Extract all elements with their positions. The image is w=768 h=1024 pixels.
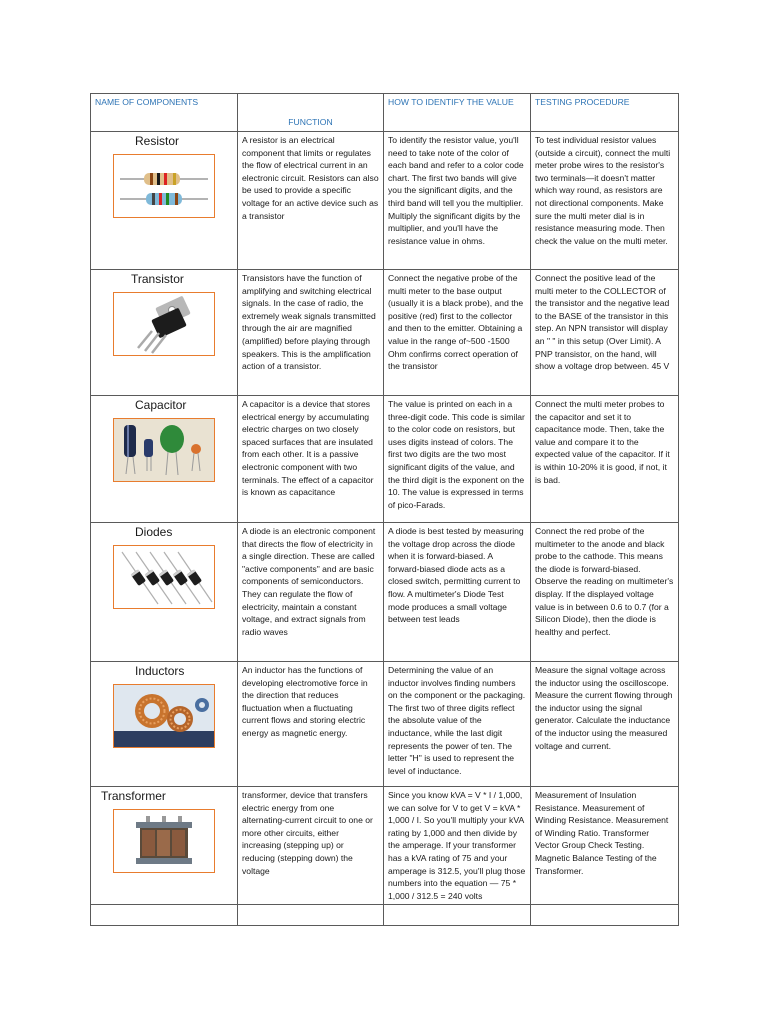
component-cell bbox=[91, 132, 238, 270]
testing-cell: Connect the multi meter probes to the capacitor and set it to capacitance mode. Then, take the value and compare it to the expected value of the capacitor. If it is within 10-20% it is good, if not, it is bad. bbox=[531, 396, 679, 523]
component-name: Transformer bbox=[101, 789, 166, 803]
header-function: FUNCTION bbox=[238, 94, 384, 132]
diodes-photo bbox=[113, 545, 215, 609]
table-row bbox=[91, 662, 679, 787]
identify-cell: Determining the value of an inductor involves finding numbers on the component or the packaging. The first two of three digits reflect the absolute value of the inductance, while the last digit represents the power of ten. The letter "H" is used to represent the level of inductance. bbox=[384, 662, 531, 787]
transformer-photo bbox=[113, 809, 215, 873]
function-cell: A resistor is an electrical component that limits or regulates the flow of electrical current in an electronic circuit. Resistors can also be used to provide a specific voltage for an active device such as a transistor bbox=[238, 132, 384, 270]
function-cell: transformer, device that transfers electric energy from one alternating-current circuit to one or more other circuits, either increasing (stepping up) or reducing (stepping down) the voltage bbox=[238, 787, 384, 905]
empty-cell bbox=[91, 905, 238, 926]
header-testing: TESTING PROCEDURE bbox=[531, 94, 679, 132]
table-row bbox=[91, 132, 679, 270]
identify-cell: The value is printed on each in a three-digit code. This code is similar to the color code on resistors, but uses digits instead of colors. The first two digits are the two most significant digits of the value, and the third digit is the exponent on the 10. The value is expressed in terms of pico-Farads. bbox=[384, 396, 531, 523]
empty-cell bbox=[238, 905, 384, 926]
header-name: NAME OF COMPONENTS bbox=[91, 94, 238, 132]
testing-cell: Connect the red probe of the multimeter to the anode and black probe to the cathode. This means the diode is forward-biased. Observe the reading on multimeter's display. If the displayed voltage value is in between 0.6 to 0.7 (for a Silicon Diode), then the diode is healthy and perfect. bbox=[531, 523, 679, 662]
function-cell: An inductor has the functions of developing electromotive force in the direction that reduces fluctuation when a fluctuating current flows and storing electric energy as magnetic energy. bbox=[238, 662, 384, 787]
table-row bbox=[91, 523, 679, 662]
identify-cell: Since you know kVA = V * I / 1,000, we can solve for V to get V = kVA * 1,000 / I. So you'll multiply your kVA rating by 1,000 and then divide by the amperage. If your transformer has a kVA rating of 75 and your amperage is 312.5, you'll plug those numbers into the equation — 75 * 1,000 / 312.5 = 240 volts bbox=[384, 787, 531, 905]
identify-cell: A diode is best tested by measuring the voltage drop across the diode when it is forward-biased. A forward-biased diode acts as a closed switch, permitting current to flow. A multimeter's Diode Test mode produces a small voltage between test leads bbox=[384, 523, 531, 662]
component-name: Diodes bbox=[135, 525, 173, 539]
header-identify: HOW TO IDENTIFY THE VALUE bbox=[384, 94, 531, 132]
table-row bbox=[91, 787, 679, 905]
identify-cell: To identify the resistor value, you'll need to take note of the color of each band and refer to a color code chart. The first two bands will give you the significant digits, and the third band will tell you the multiplier. Multiply the significant digits by the multiplier, and you'll have the resistance value in ohms. bbox=[384, 132, 531, 270]
testing-cell: Measurement of Insulation Resistance. Measurement of Winding Resistance. Measurement of Winding Ratio. Transformer Vector Group Check Testing. Magnetic Balance Testing of the Transformer. bbox=[531, 787, 679, 905]
resistor-photo bbox=[113, 154, 215, 218]
empty-row bbox=[91, 905, 679, 926]
testing-cell: Measure the signal voltage across the inductor using the oscilloscope. Measure the current flowing through the inductor using the signal generator. Calculate the inductance of the inductor using the measured voltage and current. bbox=[531, 662, 679, 787]
testing-cell: Connect the positive lead of the multi meter to the COLLECTOR of the transistor and the negative lead to the BASE of the transistor in this step. An NPN transistor will display an " " in this setup (Over Limit). A PNP transistor, on the hand, will show a voltage drop between. 45 V bbox=[531, 270, 679, 396]
component-name: Inductors bbox=[135, 664, 185, 678]
inductors-photo bbox=[113, 684, 215, 748]
component-cell bbox=[91, 396, 238, 523]
components-table bbox=[90, 93, 679, 926]
transistor-photo bbox=[113, 292, 215, 356]
component-name: Resistor bbox=[135, 134, 180, 148]
component-name: Transistor bbox=[131, 272, 184, 286]
identify-cell: Connect the negative probe of the multi meter to the base output (usually it is a black probe), and the positive (red) first to the collector and then to the emitter. Obtaining a value in the range of~500 -1500 Ohm confirms correct operation of the transistor bbox=[384, 270, 531, 396]
component-name: Capacitor bbox=[135, 398, 187, 412]
component-cell bbox=[91, 523, 238, 662]
table-row bbox=[91, 396, 679, 523]
empty-cell bbox=[531, 905, 679, 926]
function-cell: Transistors have the function of amplifying and switching electrical signals. In the case of radio, the extremely weak signals transmitted through the air are magnified (amplified) before playing through speakers. This is the amplification action of a transistor. bbox=[238, 270, 384, 396]
component-cell bbox=[91, 662, 238, 787]
capacitor-photo bbox=[113, 418, 215, 482]
header-row bbox=[91, 94, 679, 132]
function-cell: A capacitor is a device that stores electrical energy by accumulating electric charges on two closely spaced surfaces that are insulated from each other. It is a passive electronic component with two terminals. The effect of a capacitor is known as capacitance bbox=[238, 396, 384, 523]
testing-cell: To test individual resistor values (outside a circuit), connect the multi meter probe wires to the resistor's two terminals—it doesn't matter which way round, as resistors are not directional components. Make sure the multi meter dial is in resistance measuring mode. Then check the value on the multi meter. bbox=[531, 132, 679, 270]
component-cell bbox=[91, 787, 238, 905]
empty-cell bbox=[384, 905, 531, 926]
function-cell: A diode is an electronic component that directs the flow of electricity in a single direction. These are called "active components" and are basic components of semiconductors. They can regulate the flow of electricity, maintain a constant voltage, and extract signals from radio waves bbox=[238, 523, 384, 662]
table-row bbox=[91, 270, 679, 396]
component-cell bbox=[91, 270, 238, 396]
